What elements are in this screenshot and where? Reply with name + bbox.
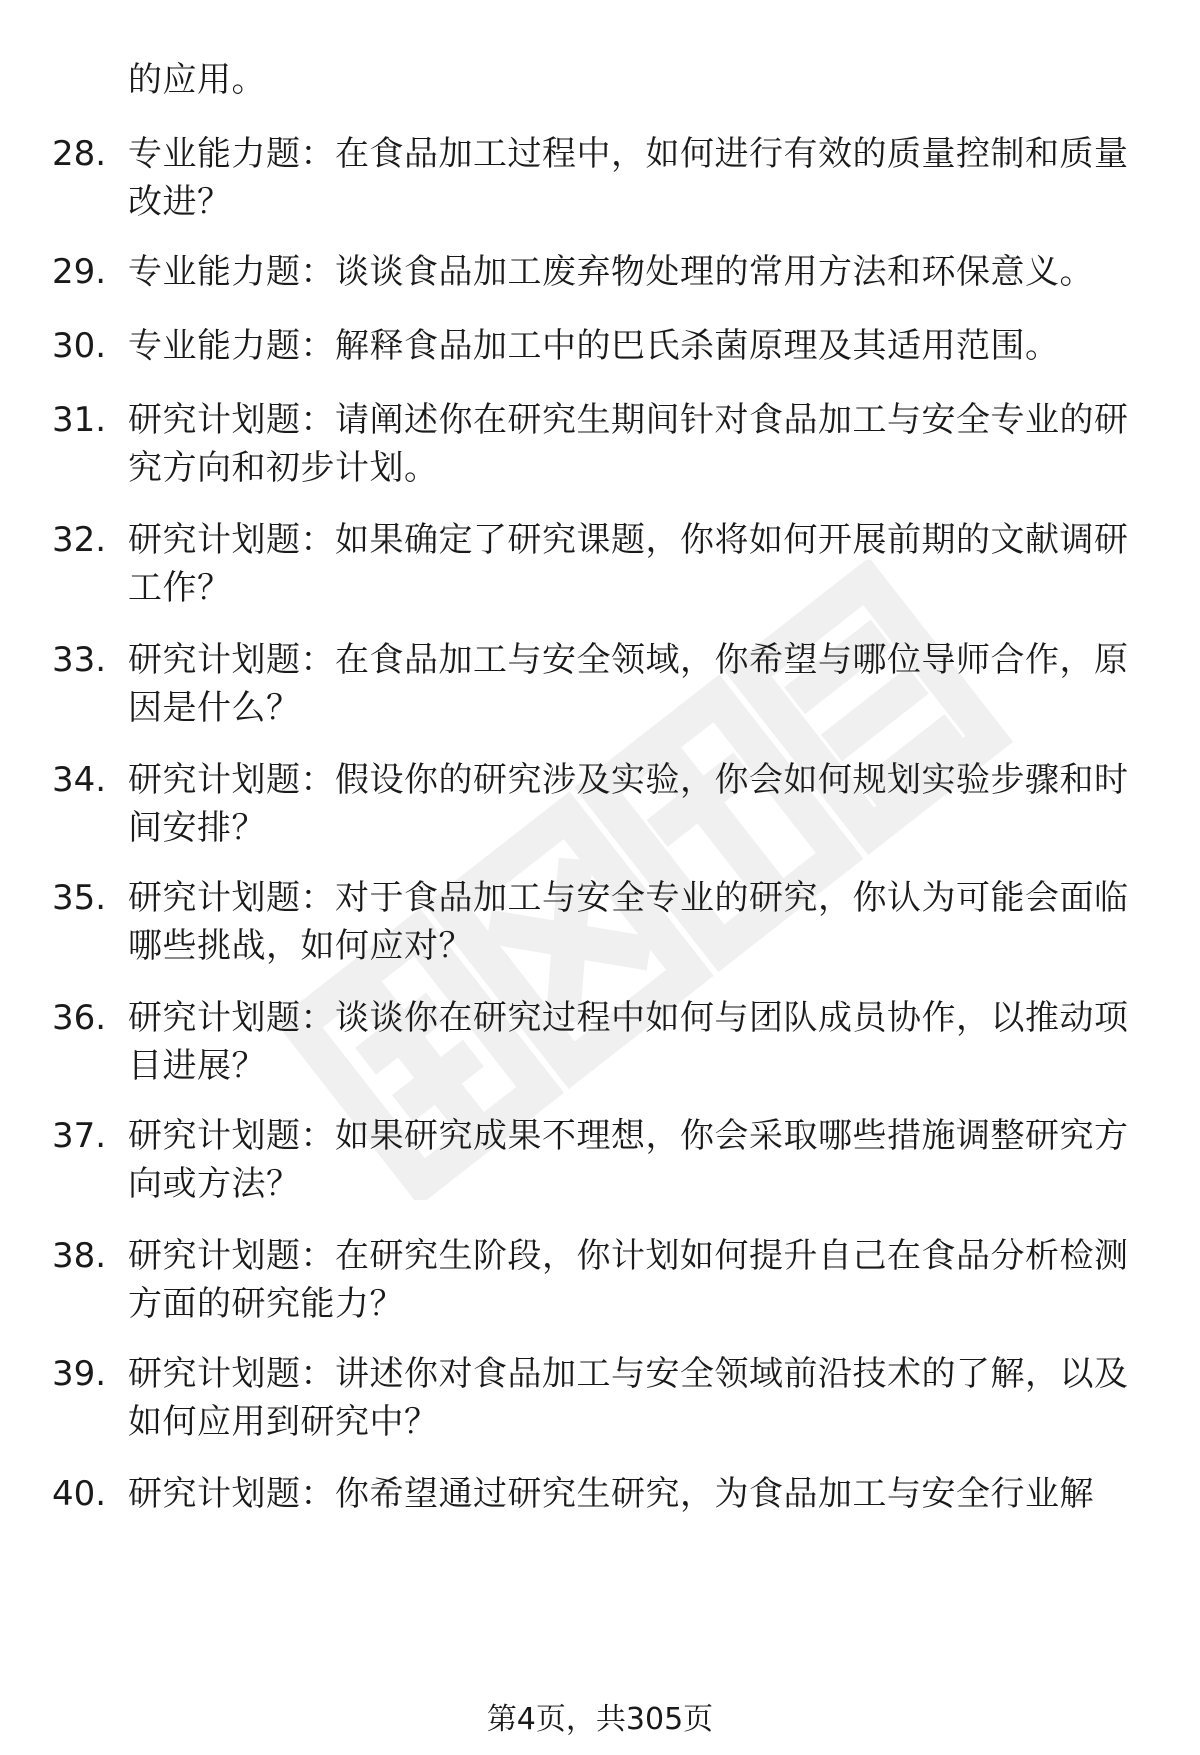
item-text: 研究计划题：如果确定了研究课题，你将如何开展前期的文献调研工作？ — [128, 520, 1129, 608]
continuation-text: 的应用。 — [128, 60, 266, 100]
page-footer: 第4页，共305页 — [486, 1702, 714, 1737]
item-number: 32. — [52, 520, 107, 560]
item-number: 39. — [52, 1354, 107, 1394]
item-number: 40. — [52, 1474, 107, 1514]
item-text: 研究计划题：在食品加工与安全领域，你希望与哪位导师合作，原因是什么？ — [128, 640, 1129, 728]
item-number: 38. — [52, 1236, 107, 1276]
item-text: 研究计划题：在研究生阶段，你计划如何提升自己在食品分析检测方面的研究能力？ — [128, 1236, 1129, 1324]
item-text: 研究计划题：谈谈你在研究过程中如何与团队成员协作，以推动项目进展？ — [128, 998, 1129, 1086]
item-number: 34. — [52, 760, 107, 800]
item-text: 研究计划题：如果研究成果不理想，你会采取哪些措施调整研究方向或方法？ — [128, 1116, 1129, 1204]
item-text: 研究计划题：请阐述你在研究生期间针对食品加工与安全专业的研究方向和初步计划。 — [128, 400, 1129, 488]
item-text: 研究计划题：你希望通过研究生研究，为食品加工与安全行业解 — [128, 1474, 1094, 1514]
item-number: 35. — [52, 878, 107, 918]
item-number: 30. — [52, 326, 107, 366]
item-text: 研究计划题：对于食品加工与安全专业的研究，你认为可能会面临哪些挑战，如何应对？ — [128, 878, 1129, 966]
item-number: 36. — [52, 998, 107, 1038]
item-number: 31. — [52, 400, 107, 440]
item-number: 37. — [52, 1116, 107, 1156]
item-text: 研究计划题：假设你的研究涉及实验，你会如何规划实验步骤和时间安排？ — [128, 760, 1129, 848]
item-number: 28. — [52, 134, 107, 174]
item-text: 研究计划题：讲述你对食品加工与安全领域前沿技术的了解，以及如何应用到研究中？ — [128, 1354, 1129, 1442]
item-number: 29. — [52, 252, 107, 292]
item-text: 专业能力题：谈谈食品加工废弃物处理的常用方法和环保意义。 — [128, 252, 1094, 292]
item-text: 专业能力题：在食品加工过程中，如何进行有效的质量控制和质量改进？ — [128, 134, 1129, 222]
item-text: 专业能力题：解释食品加工中的巴氏杀菌原理及其适用范围。 — [128, 326, 1060, 366]
item-number: 33. — [52, 640, 107, 680]
